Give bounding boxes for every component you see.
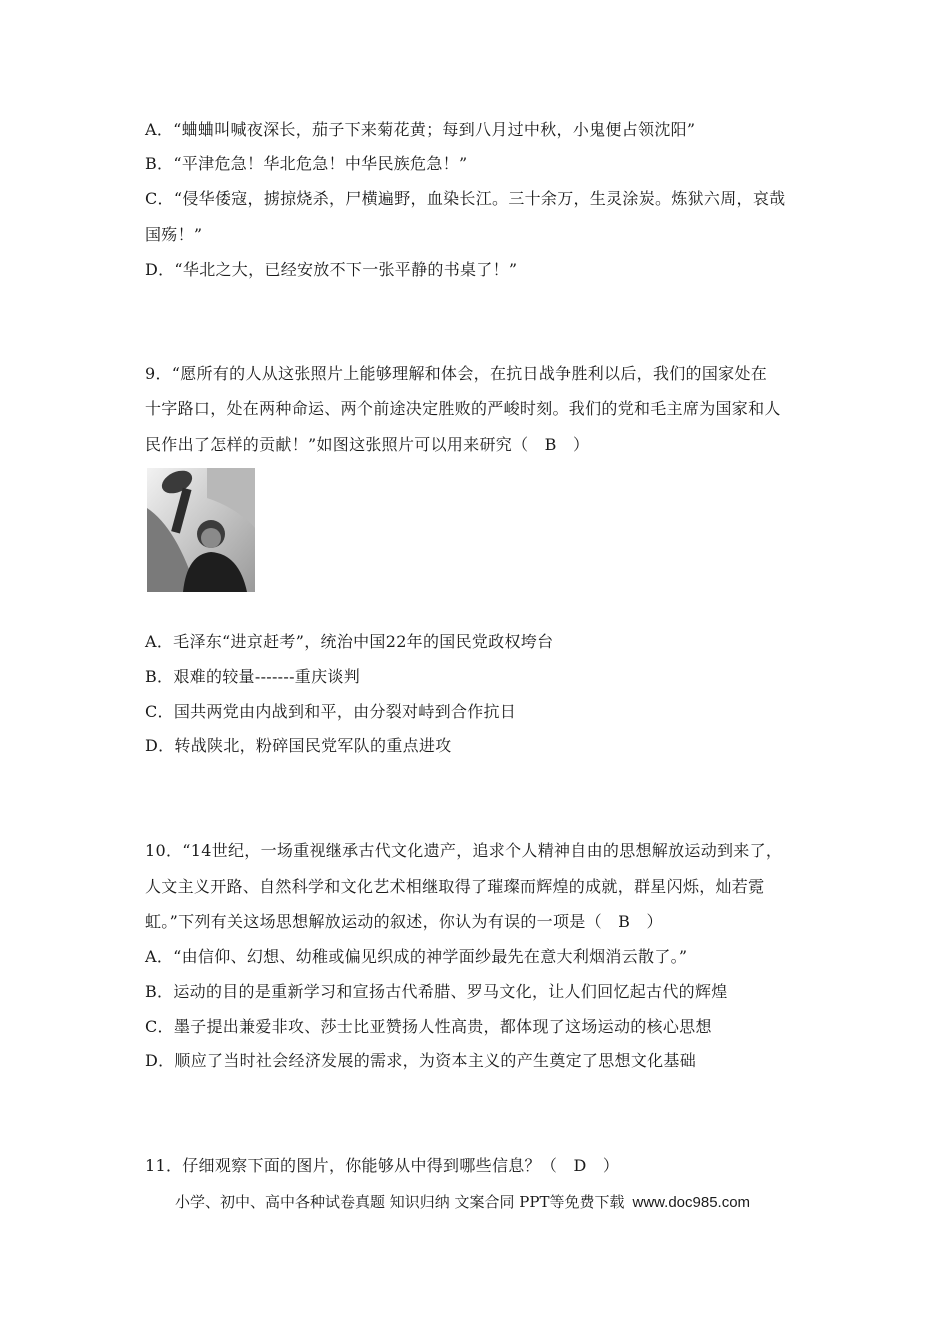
q8-option-c-continued: 国殇！” — [145, 225, 203, 244]
q9-option-a: A．毛泽东“进京赶考”，统治中国22年的国民党政权垮台 — [145, 632, 554, 651]
q8-option-d: D．“华北之大，已经安放不下一张平静的书桌了！” — [145, 260, 518, 279]
q10-stem-line-2: 人文主义开路、自然科学和文化艺术相继取得了璀璨而辉煌的成就，群星闪烁，灿若霓 — [145, 877, 765, 896]
q10-option-a: A．“由信仰、幻想、幼稚或偏见织成的神学面纱最先在意大利烟消云散了。” — [145, 947, 688, 966]
q9-option-d: D．转战陕北，粉碎国民党军队的重点进攻 — [145, 736, 452, 755]
q8-option-b: B．“平津危急！华北危急！中华民族危急！” — [145, 154, 468, 173]
q10-option-c: C．墨子提出兼爱非攻、莎士比亚赞扬人性高贵，都体现了这场运动的核心思想 — [145, 1017, 712, 1036]
q9-option-b: B．艰难的较量-------重庆谈判 — [145, 667, 361, 686]
q9-option-c: C．国共两党由内战到和平，由分裂对峙到合作抗日 — [145, 702, 517, 721]
q10-stem-line-1: 10．“14世纪，一场重视继承古代文化遗产，追求个人精神自由的思想解放运动到来了， — [145, 841, 783, 860]
q9-stem-line-3: 民作出了怎样的贡献！”如图这张照片可以用来研究（ B ） — [145, 435, 590, 454]
q10-stem-line-3: 虹。”下列有关这场思想解放运动的叙述，你认为有误的一项是（ B ） — [145, 912, 663, 931]
q8-option-c: C．“侵华倭寇，掳掠烧杀，尸横遍野，血染长江。三十余万，生灵涂炭。炼狱六周，哀哉 — [145, 189, 786, 208]
q9-stem-line-1: 9．“愿所有的人从这张照片上能够理解和体会，在抗日战争胜利以后，我们的国家处在 — [145, 364, 768, 383]
footer-banner — [175, 1192, 750, 1213]
q11-stem: 11．仔细观察下面的图片，你能够从中得到哪些信息？（ D ） — [145, 1156, 620, 1175]
q9-stem-line-2: 十字路口，处在两种命运、两个前途决定胜败的严峻时刻。我们的党和毛主席为国家和人 — [145, 399, 781, 418]
q10-option-d: D．顺应了当时社会经济发展的需求，为资本主义的产生奠定了思想文化基础 — [145, 1051, 697, 1070]
footer-text: 小学、初中、高中各种试卷真题 知识归纳 文案合同 PPT等免费下载 — [175, 1193, 625, 1211]
photo-figure-waving-hat — [147, 468, 255, 592]
q8-option-a: A．“蛐蛐叫喊夜深长，茄子下来菊花黄；每到八月过中秋，小鬼便占领沈阳” — [145, 120, 696, 139]
q10-option-b: B．运动的目的是重新学习和宣扬古代希腊、罗马文化，让人们回忆起古代的辉煌 — [145, 982, 728, 1001]
historical-photo — [147, 468, 255, 592]
footer-url-link[interactable]: www.doc985.com — [632, 1194, 751, 1211]
